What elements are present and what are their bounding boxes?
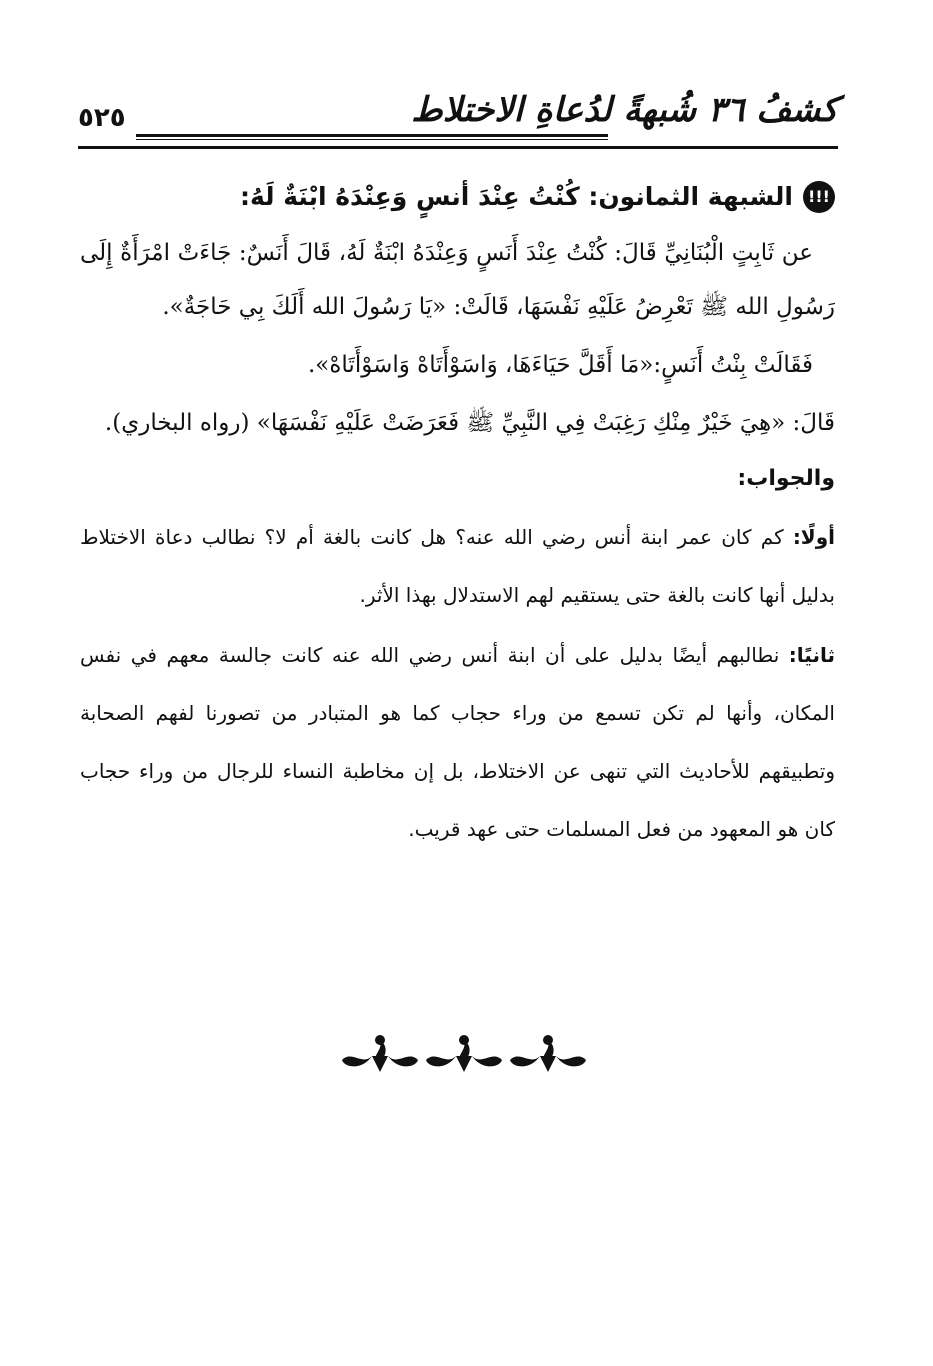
page-content xyxy=(80,172,835,858)
hadith-paragraph-2: فَقَالَتْ بِنْتُ أَنَسٍ:«مَا أَقَلَّ حَيَاءَهَا، وَاسَوْأَتَاهْ وَاسَوْأَتَاهْ». xyxy=(307,352,813,378)
ornament-unit-left xyxy=(342,1035,418,1072)
answer-2-text: نطالبهم أيضًا بدليل على أن ابنة أنس رضي الله عنه كانت جالسة معهم في نفس المكان، وأنها لم تكن تسمع من وراء حجاب كما هو المتبادر من تصورنا لفهم الصحابة وتطبيقهم للأحاديث التي تنهى عن الاختلاط، بل إن مخاطبة النساء للرجال من وراء حجاب كان هو المعهود من فعل المسلمات حتى عهد قريب. xyxy=(80,643,835,841)
page-number: ٥٢٥ xyxy=(78,103,126,133)
floral-divider-icon xyxy=(338,1032,588,1082)
header-rule xyxy=(136,134,608,140)
hadith-paragraph-1: عن ثَابِتٍ الْبُنَانِيِّ قَالَ: كُنْتُ عِنْدَ أَنَسٍ وَعِنْدَهُ ابْنَةٌ لَهُ، قَالَ أَنَسٌ: جَاءَتْ امْرَأَةٌ إِلَى رَسُولِ الله ﷺ تَعْرِضُ عَلَيْهِ نَفْسَهَا، قَالَتْ: «يَا رَسُولَ الله أَلَكَ بِي حَاجَةٌ». xyxy=(80,240,835,320)
answer-heading: والجواب: xyxy=(737,466,835,491)
answer-1-lead: أولًا: xyxy=(792,525,835,549)
answer-paragraph-2 xyxy=(80,626,835,858)
header-rule-full xyxy=(78,146,838,149)
answer-2-lead: ثانيًا: xyxy=(788,643,835,667)
running-title: كشفُ ٣٦ شُبهةً لدُعاةِ الاختلاط xyxy=(411,90,838,130)
page-header xyxy=(78,86,838,150)
answer-1-text: كم كان عمر ابنة أنس رضي الله عنه؟ هل كانت بالغة أم لا؟ نطالب دعاة الاختلاط بدليل أنها كانت بالغة حتى يستقيم لهم الاستدلال بهذا الأثر. xyxy=(80,525,835,607)
exclamation-badge-icon: !!! xyxy=(803,181,835,213)
answer-paragraph-1 xyxy=(80,508,835,624)
section-heading xyxy=(80,172,835,222)
section-heading-text: الشبهة الثمانون: كُنْتُ عِنْدَ أنسٍ وَعِنْدَهُ ابْنَةٌ لَهُ: xyxy=(239,182,793,211)
hadith-paragraph-3: قَالَ: «هِيَ خَيْرٌ مِنْكِ رَغِبَتْ فِي النَّبِيِّ ﷺ فَعَرَضَتْ عَلَيْهِ نَفْسَهَا» (رواه البخاري). xyxy=(104,410,835,436)
ornament-unit-middle xyxy=(426,1035,502,1072)
ornament-unit-right xyxy=(510,1035,586,1072)
